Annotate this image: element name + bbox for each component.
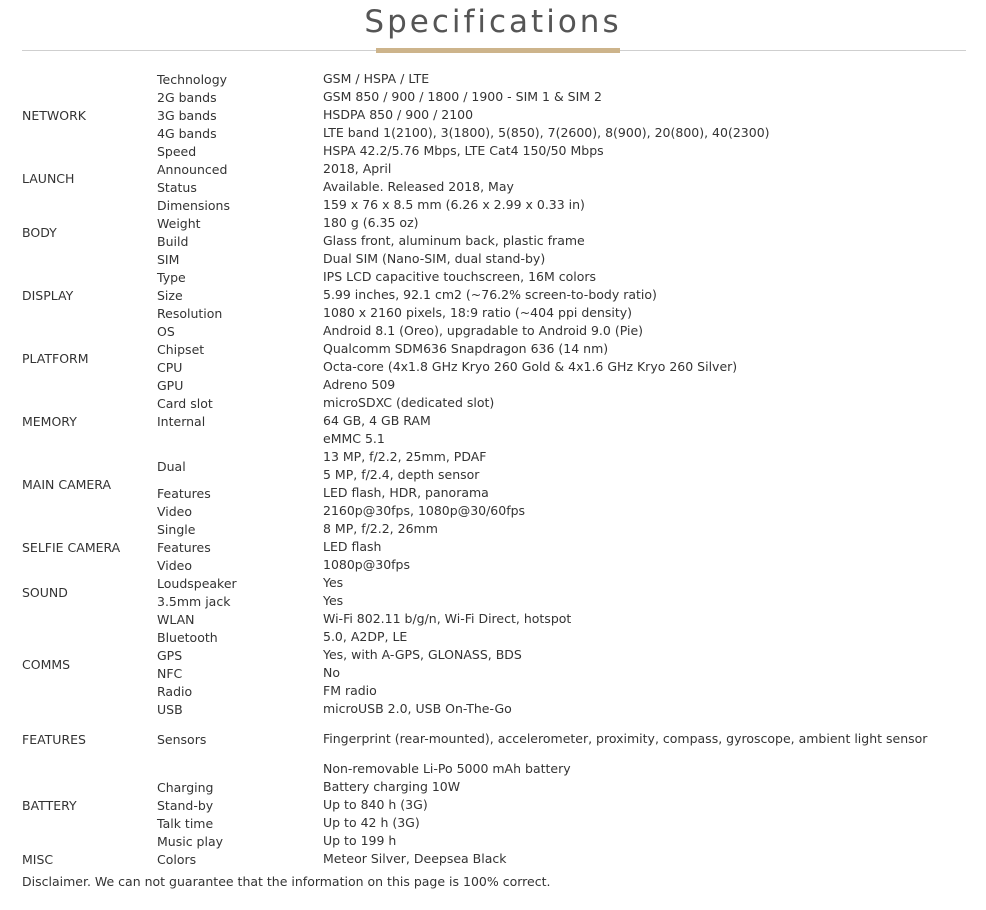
spec-group <box>22 850 972 868</box>
spec-row <box>22 268 972 286</box>
spec-value-line: FM radio <box>323 683 377 698</box>
spec-value <box>323 730 927 748</box>
spec-row <box>22 250 972 268</box>
spec-category: LAUNCH <box>22 170 75 186</box>
spec-value <box>323 430 385 448</box>
spec-value-line: 2160p@30fps, 1080p@30/60fps <box>323 503 526 518</box>
spec-label: Technology <box>157 71 228 87</box>
spec-category: COMMS <box>22 656 71 672</box>
spec-row <box>22 520 972 538</box>
spec-group <box>22 268 972 322</box>
spec-value-line: LED flash, HDR, panorama <box>323 485 489 500</box>
spec-category: NETWORK <box>22 107 86 123</box>
spec-label: Build <box>157 233 189 249</box>
spec-value <box>323 358 737 376</box>
spec-value <box>323 322 643 340</box>
spec-row <box>22 730 972 748</box>
spec-value-line: microSDXC (dedicated slot) <box>323 395 495 410</box>
spec-label: 4G bands <box>157 125 217 141</box>
spec-label: OS <box>157 323 175 339</box>
spec-row <box>22 760 972 778</box>
spec-row <box>22 502 972 520</box>
spec-row <box>22 106 972 124</box>
spec-value <box>323 796 428 814</box>
spec-row <box>22 850 972 868</box>
spec-value-line: Yes <box>323 593 344 608</box>
spec-value-line: LED flash <box>323 539 382 554</box>
spec-category: SOUND <box>22 584 68 600</box>
spec-row <box>22 394 972 412</box>
spec-value <box>323 412 431 430</box>
spec-row <box>22 646 972 664</box>
spec-row <box>22 538 972 556</box>
spec-value-line: Battery charging 10W <box>323 779 461 794</box>
spec-value-line: 2018, April <box>323 161 392 176</box>
spec-label: CPU <box>157 359 183 375</box>
spec-value-line: 8 MP, f/2.2, 26mm <box>323 521 438 536</box>
spec-row <box>22 340 972 358</box>
spec-label: Resolution <box>157 305 223 321</box>
spec-group <box>22 610 972 718</box>
spec-label: SIM <box>157 251 180 267</box>
spec-row <box>22 322 972 340</box>
specs-table <box>22 70 972 868</box>
spec-label: Announced <box>157 161 228 177</box>
spec-value-line: LTE band 1(2100), 3(1800), 5(850), 7(2600), 8(900), 20(800), 40(2300) <box>323 125 770 140</box>
spec-value-line: 5.99 inches, 92.1 cm2 (~76.2% screen-to-body ratio) <box>323 287 657 302</box>
spec-label: Talk time <box>157 815 214 831</box>
spec-value-line: Yes <box>323 575 344 590</box>
spec-value <box>323 538 381 556</box>
spec-group <box>22 70 972 160</box>
spec-value <box>323 628 407 646</box>
spec-label: GPS <box>157 647 183 663</box>
page-title: Specifications <box>364 4 622 40</box>
spec-value-line: Glass front, aluminum back, plastic frame <box>323 233 585 248</box>
spec-value <box>323 574 343 592</box>
spec-row <box>22 358 972 376</box>
spec-value-line: Octa-core (4x1.8 GHz Kryo 260 Gold & 4x1.6 GHz Kryo 260 Silver) <box>323 359 738 374</box>
spec-value <box>323 124 770 142</box>
spec-label: Video <box>157 503 193 519</box>
spec-value <box>323 88 602 106</box>
spec-row <box>22 304 972 322</box>
spec-value-line: HSPA 42.2/5.76 Mbps, LTE Cat4 150/50 Mbps <box>323 143 604 158</box>
spec-value-line: GSM / HSPA / LTE <box>323 71 430 86</box>
spec-label: Loudspeaker <box>157 575 237 591</box>
spec-row <box>22 814 972 832</box>
spec-row <box>22 610 972 628</box>
spec-group <box>22 574 972 610</box>
spec-label: Single <box>157 521 196 537</box>
spec-row <box>22 412 972 430</box>
spec-value <box>323 682 377 700</box>
spec-value <box>323 664 340 682</box>
spec-value <box>323 760 571 778</box>
spec-row <box>22 682 972 700</box>
title-underline-accent <box>376 48 620 53</box>
spec-value <box>323 502 525 520</box>
spec-row <box>22 664 972 682</box>
spec-value-line: Up to 42 h (3G) <box>323 815 420 830</box>
spec-value <box>323 178 514 196</box>
spec-category: PLATFORM <box>22 350 89 366</box>
spec-row <box>22 376 972 394</box>
spec-row <box>22 592 972 610</box>
spec-label: USB <box>157 701 183 717</box>
spec-value-line: Qualcomm SDM636 Snapdragon 636 (14 nm) <box>323 341 609 356</box>
spec-row <box>22 160 972 178</box>
spec-value <box>323 610 571 628</box>
spec-row <box>22 796 972 814</box>
spec-value <box>323 448 486 484</box>
spec-label: Features <box>157 485 211 501</box>
spec-value-line: Fingerprint (rear-mounted), accelerometer, proximity, compass, gyroscope, ambient light sensor <box>323 731 928 746</box>
spec-value-line: eMMC 5.1 <box>323 431 385 446</box>
spec-label: Dual <box>157 458 186 474</box>
spec-group <box>22 730 972 748</box>
spec-value <box>323 394 494 412</box>
spec-label: Radio <box>157 683 193 699</box>
spec-row <box>22 700 972 718</box>
spec-group <box>22 760 972 850</box>
spec-label: WLAN <box>157 611 195 627</box>
spec-value-line: 64 GB, 4 GB RAM <box>323 413 431 428</box>
spec-category: SELFIE CAMERA <box>22 539 121 555</box>
spec-value-line: Up to 199 h <box>323 833 397 848</box>
spec-value-line: 1080 x 2160 pixels, 18:9 ratio (~404 ppi density) <box>323 305 633 320</box>
spec-group <box>22 196 972 268</box>
spec-value <box>323 106 473 124</box>
spec-value <box>323 250 545 268</box>
spec-value <box>323 832 396 850</box>
spec-category: MEMORY <box>22 413 77 429</box>
spec-value <box>323 70 429 88</box>
spec-value <box>323 484 489 502</box>
spec-row <box>22 232 972 250</box>
spec-category: BATTERY <box>22 797 77 813</box>
spec-category: MISC <box>22 851 54 867</box>
spec-value <box>323 814 420 832</box>
spec-row <box>22 556 972 574</box>
spec-row <box>22 574 972 592</box>
spec-value-line: GSM 850 / 900 / 1800 / 1900 - SIM 1 & SIM 2 <box>323 89 603 104</box>
spec-label: NFC <box>157 665 183 681</box>
spec-row <box>22 70 972 88</box>
spec-value-line: 1080p@30fps <box>323 557 410 572</box>
spec-value-line: 180 g (6.35 oz) <box>323 215 419 230</box>
header <box>0 0 986 52</box>
spec-value <box>323 340 608 358</box>
spec-label: Features <box>157 539 211 555</box>
spec-value <box>323 646 522 664</box>
spec-label: Size <box>157 287 183 303</box>
spec-value-line: Android 8.1 (Oreo), upgradable to Android 9.0 (Pie) <box>323 323 644 338</box>
spec-value <box>323 268 596 286</box>
spec-label: Internal <box>157 413 206 429</box>
spec-group <box>22 448 972 520</box>
spec-label: Card slot <box>157 395 213 411</box>
spec-label: Stand-by <box>157 797 214 813</box>
disclaimer: Disclaimer. We can not guarantee that the information on this page is 100% correct. <box>22 874 551 889</box>
spec-value-line: Yes, with A-GPS, GLONASS, BDS <box>323 647 522 662</box>
spec-value <box>323 196 585 214</box>
spec-value-line: Non-removable Li-Po 5000 mAh battery <box>323 761 571 776</box>
spec-row <box>22 214 972 232</box>
spec-row <box>22 178 972 196</box>
spec-value <box>323 304 632 322</box>
spec-label: 3G bands <box>157 107 217 123</box>
spec-category: BODY <box>22 224 57 240</box>
spec-row <box>22 430 972 448</box>
spec-row <box>22 484 972 502</box>
spec-value <box>323 592 343 610</box>
spec-value-line: 13 MP, f/2.2, 25mm, PDAF <box>323 449 487 464</box>
spec-value <box>323 376 395 394</box>
spec-row <box>22 196 972 214</box>
spec-label: GPU <box>157 377 184 393</box>
spec-value <box>323 556 410 574</box>
spec-value <box>323 778 460 796</box>
spec-row <box>22 88 972 106</box>
spec-label: Charging <box>157 779 214 795</box>
spec-value-line: Dual SIM (Nano-SIM, dual stand-by) <box>323 251 546 266</box>
spec-value <box>323 232 585 250</box>
spec-value-line: HSDPA 850 / 900 / 2100 <box>323 107 474 122</box>
spec-label: 3.5mm jack <box>157 593 231 609</box>
spec-label: Dimensions <box>157 197 230 213</box>
spec-row <box>22 628 972 646</box>
spec-value-line: Available. Released 2018, May <box>323 179 514 194</box>
spec-label: Type <box>157 269 186 285</box>
spec-row <box>22 448 972 484</box>
spec-value <box>323 850 506 868</box>
spec-row <box>22 124 972 142</box>
spec-label: Sensors <box>157 731 207 747</box>
spec-value-line: Meteor Silver, Deepsea Black <box>323 851 507 866</box>
spec-value-line: 159 x 76 x 8.5 mm (6.26 x 2.99 x 0.33 in) <box>323 197 585 212</box>
spec-label: Speed <box>157 143 197 159</box>
spec-label: Bluetooth <box>157 629 218 645</box>
spec-value-line: Wi-Fi 802.11 b/g/n, Wi-Fi Direct, hotspot <box>323 611 572 626</box>
spec-label: Weight <box>157 215 201 231</box>
spec-value <box>323 286 657 304</box>
spec-label: Video <box>157 557 193 573</box>
spec-value <box>323 142 604 160</box>
spec-category: FEATURES <box>22 731 86 747</box>
spec-value <box>323 160 391 178</box>
spec-value-line: Adreno 509 <box>323 377 396 392</box>
spec-group <box>22 394 972 448</box>
spec-group <box>22 520 972 574</box>
spec-label: Chipset <box>157 341 205 357</box>
spec-value <box>323 520 438 538</box>
spec-value-line: IPS LCD capacitive touchscreen, 16M colors <box>323 269 597 284</box>
spec-category: MAIN CAMERA <box>22 476 112 492</box>
spec-label: 2G bands <box>157 89 217 105</box>
spec-value-line: No <box>323 665 340 680</box>
spec-value-line: 5.0, A2DP, LE <box>323 629 408 644</box>
spec-group <box>22 160 972 196</box>
spec-category: DISPLAY <box>22 287 74 303</box>
spec-label: Music play <box>157 833 224 849</box>
spec-row <box>22 286 972 304</box>
spec-value-line: microUSB 2.0, USB On-The-Go <box>323 701 512 716</box>
spec-value-line: Up to 840 h (3G) <box>323 797 428 812</box>
spec-label: Colors <box>157 851 197 867</box>
spec-value-line: 5 MP, f/2.4, depth sensor <box>323 467 480 482</box>
spec-row <box>22 832 972 850</box>
spec-label: Status <box>157 179 197 195</box>
spec-row <box>22 778 972 796</box>
spec-value <box>323 700 512 718</box>
spec-row <box>22 142 972 160</box>
spec-value <box>323 214 419 232</box>
spec-group <box>22 322 972 394</box>
